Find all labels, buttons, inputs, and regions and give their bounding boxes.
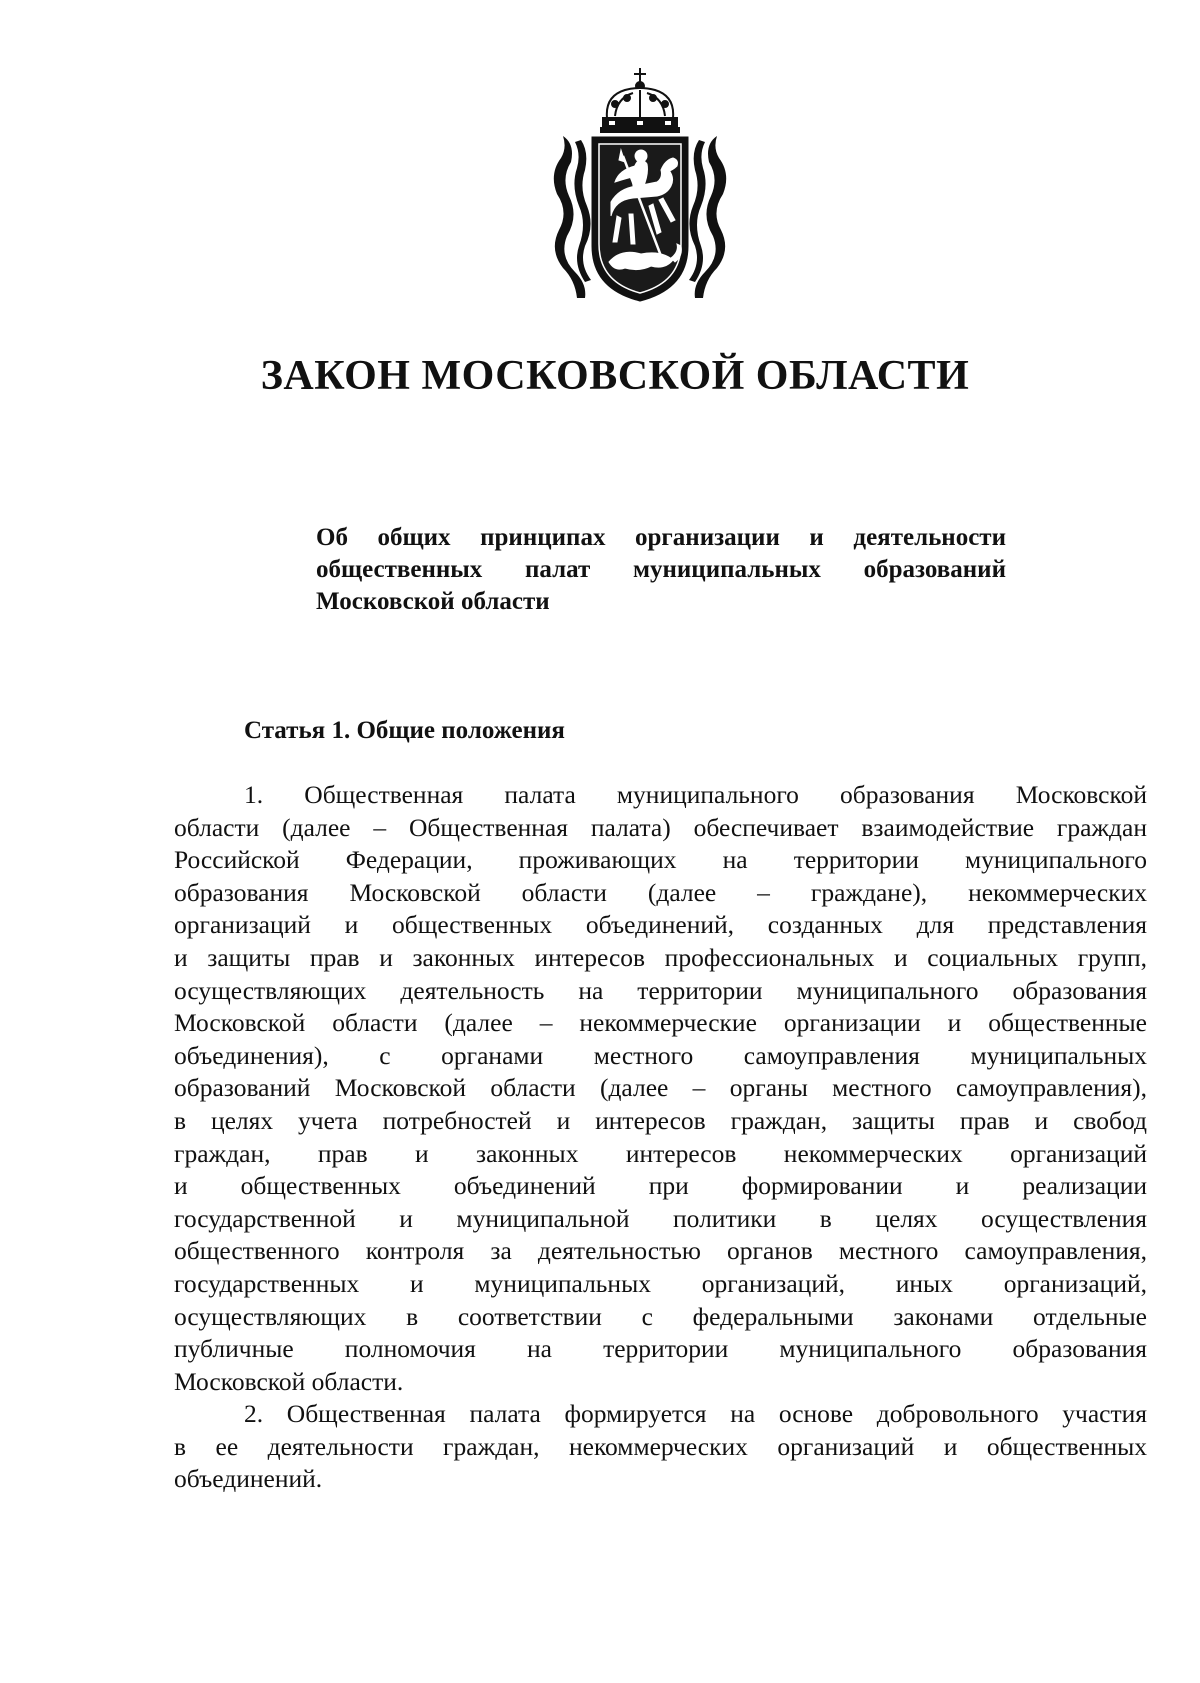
paragraph-line: осуществляющих деятельность на территории муниципального образования	[174, 975, 1147, 1005]
paragraph-line: образования Московской области (далее – граждане), некоммерческих	[174, 877, 1147, 907]
paragraph-2	[174, 1398, 1147, 1496]
paragraph-line: 1. Общественная палата муниципального образования Московской	[244, 780, 1147, 809]
paragraph-line: Московской области.	[174, 1366, 404, 1396]
paragraph-line: в ее деятельности граждан, некоммерческих организаций и общественных	[174, 1431, 1147, 1461]
paragraph-line: осуществляющих в соответствии с федеральными законами отдельные	[174, 1301, 1147, 1331]
paragraph-line: в целях учета потребностей и интересов граждан, защиты прав и свобод	[174, 1105, 1147, 1135]
law-subject-line: Московской области	[316, 588, 550, 615]
paragraph-line: области (далее – Общественная палата) обеспечивает взаимодействие граждан	[174, 812, 1147, 842]
law-subject-line: Об общих принципах организации и деятельности	[316, 524, 1006, 551]
paragraph-line: государственной и муниципальной политики в целях осуществления	[174, 1203, 1147, 1233]
paragraph-line: Российской Федерации, проживающих на территории муниципального	[174, 845, 1147, 875]
paragraph-line: граждан, прав и законных интересов некоммерческих организаций	[174, 1138, 1147, 1168]
coat-of-arms-icon	[545, 66, 735, 306]
law-title: ЗАКОН МОСКОВСКОЙ ОБЛАСТИ	[260, 353, 970, 399]
paragraph-1	[174, 779, 1147, 1398]
article-heading: Статья 1. Общие положения	[244, 717, 565, 744]
article-body	[174, 779, 1147, 1496]
paragraph-line: общественного контроля за деятельностью органов местного самоуправления,	[174, 1236, 1147, 1266]
law-subject	[316, 522, 1006, 618]
law-subject-line: общественных палат муниципальных образований	[316, 556, 1006, 583]
paragraph-line: образований Московской области (далее – органы местного самоуправления),	[174, 1073, 1147, 1103]
paragraph-line: объединений.	[174, 1464, 323, 1494]
paragraph-line: и общественных объединений при формировании и реализации	[174, 1171, 1147, 1201]
paragraph-line: организаций и общественных объединений, созданных для представления	[174, 910, 1147, 940]
paragraph-line: 2. Общественная палата формируется на основе добровольного участия	[244, 1399, 1147, 1429]
paragraph-line: государственных и муниципальных организаций, иных организаций,	[174, 1268, 1147, 1298]
paragraph-line: Московской области (далее – некоммерческие организации и общественные	[174, 1008, 1147, 1038]
paragraph-line: и защиты прав и законных интересов профессиональных и социальных групп,	[174, 942, 1147, 972]
paragraph-line: публичные полномочия на территории муниципального образования	[174, 1334, 1147, 1364]
paragraph-line: объединения), с органами местного самоуправления муниципальных	[174, 1040, 1147, 1070]
